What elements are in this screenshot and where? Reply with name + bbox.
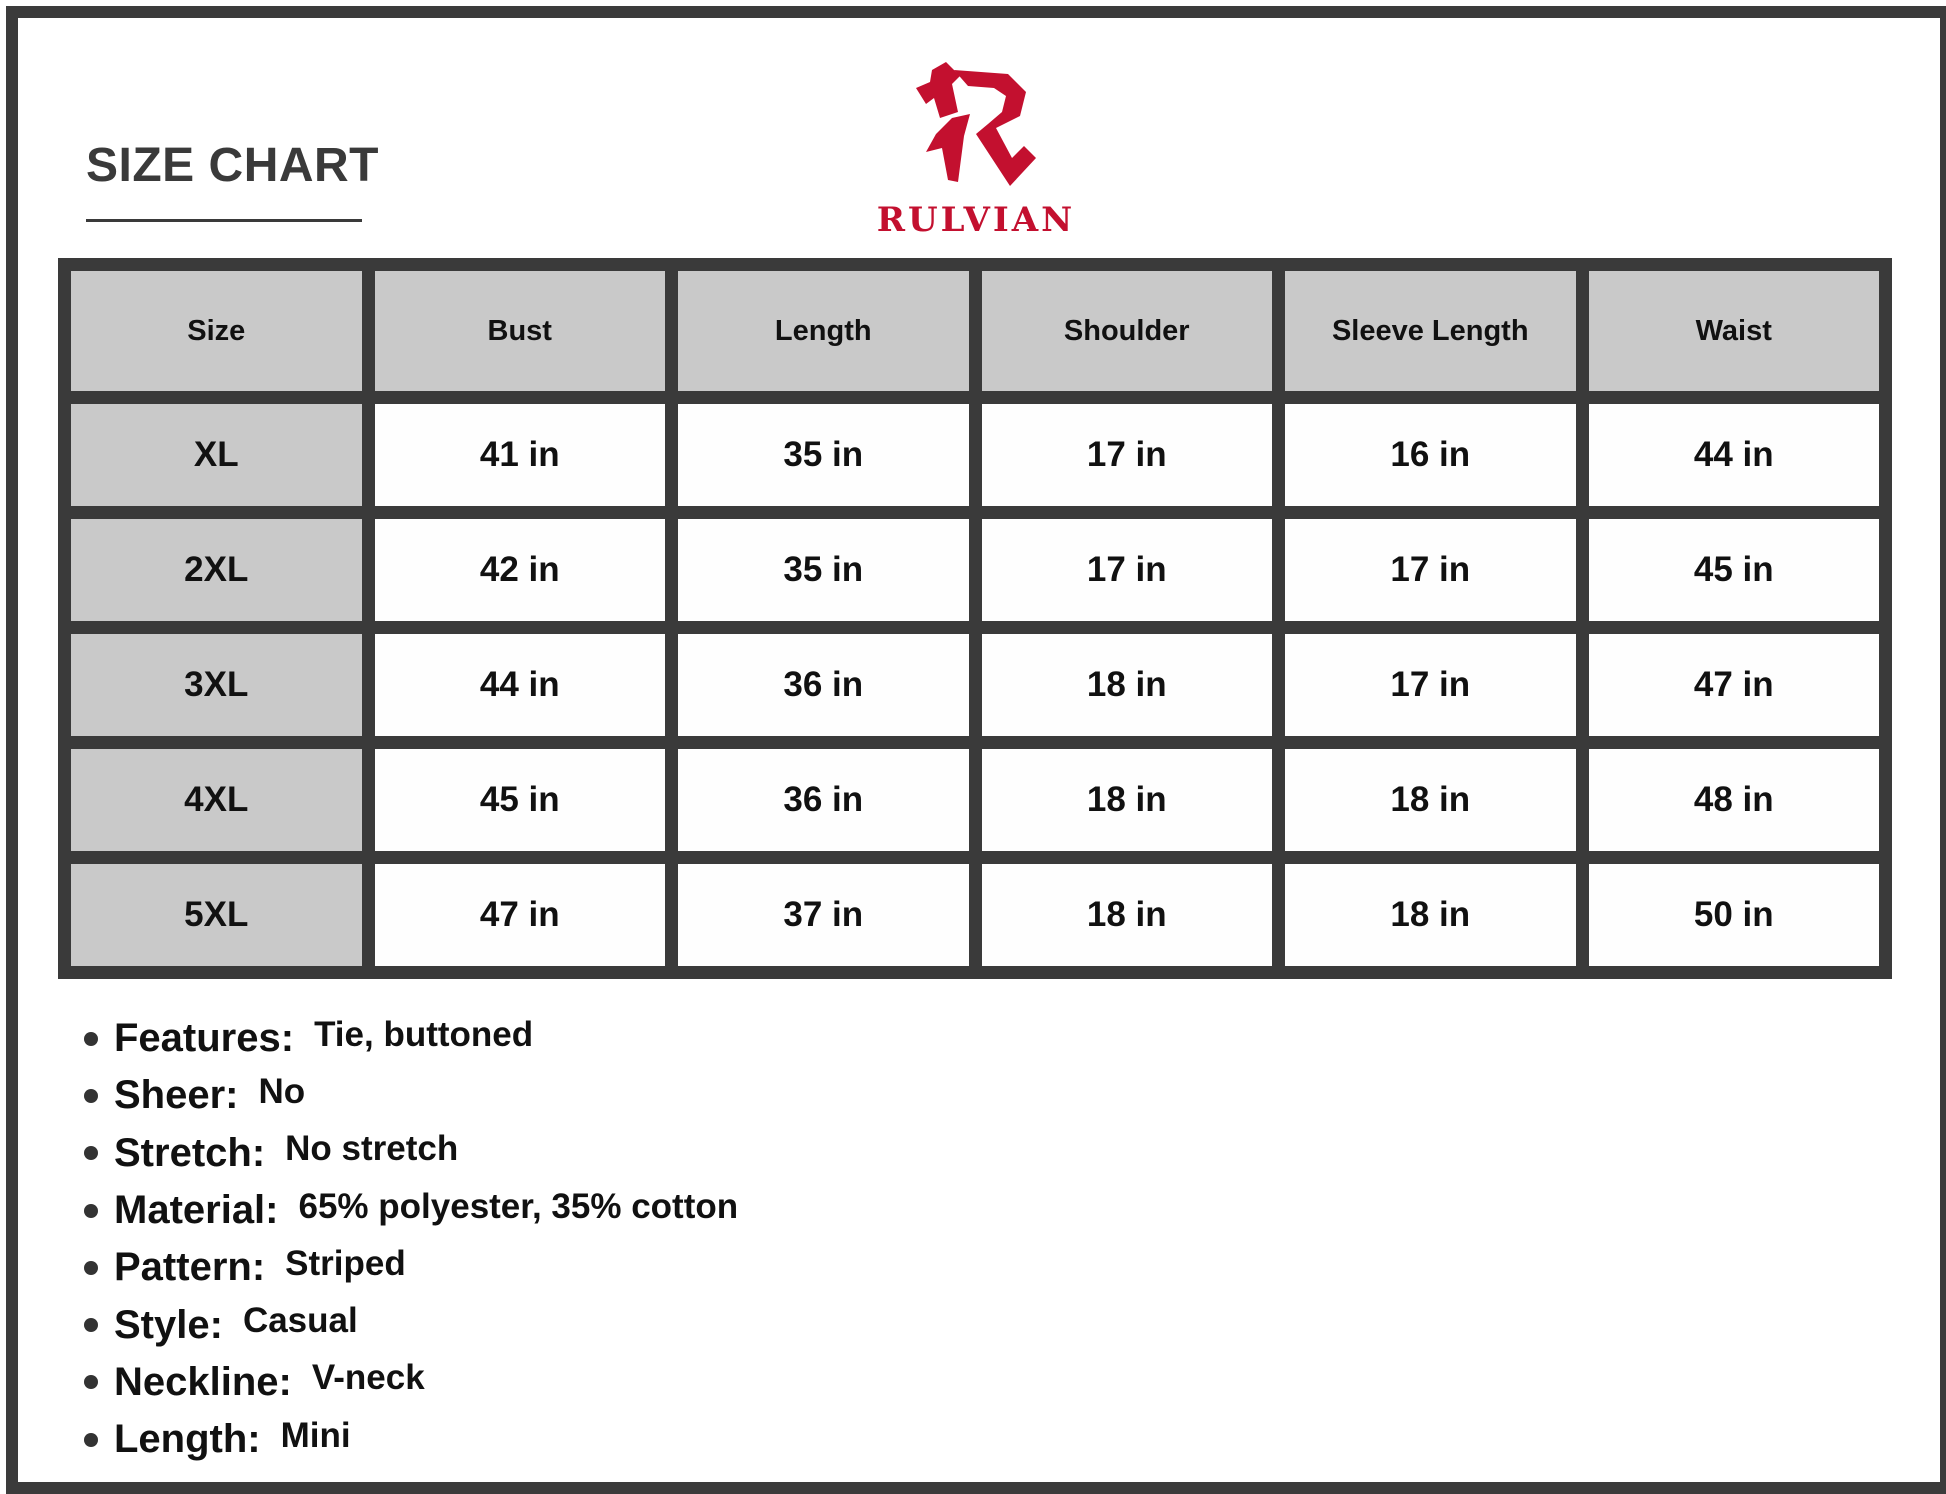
spec-item-neckline [84, 1354, 738, 1411]
spec-item-pattern [84, 1239, 738, 1296]
spec-label: Material: [114, 1188, 279, 1233]
spec-label: Neckline: [114, 1359, 292, 1404]
spec-label: Pattern: [114, 1245, 266, 1290]
bullet-icon [84, 1032, 98, 1046]
bullet-icon [84, 1261, 98, 1275]
length-cell: 35 in [678, 404, 969, 506]
column-header-shoulder: Shoulder [982, 271, 1273, 391]
table-row [71, 519, 1879, 621]
bust-cell: 41 in [375, 404, 666, 506]
spec-value: No [258, 1071, 306, 1111]
spec-label: Stretch: [114, 1130, 266, 1175]
bust-cell: 44 in [375, 634, 666, 736]
spec-label: Features: [114, 1016, 295, 1061]
size-cell: 2XL [71, 519, 362, 621]
size-cell: 5XL [71, 864, 362, 966]
spec-value: Casual [242, 1301, 358, 1341]
table-row [71, 864, 1879, 966]
brand-logo-mark-icon [912, 62, 1040, 192]
spec-value: Striped [285, 1243, 406, 1283]
bullet-icon [84, 1318, 98, 1332]
waist-cell: 44 in [1589, 404, 1880, 506]
table-row [71, 634, 1879, 736]
spec-value: No stretch [285, 1129, 459, 1169]
shoulder-cell: 18 in [982, 749, 1273, 851]
length-cell: 35 in [678, 519, 969, 621]
bust-cell: 47 in [375, 864, 666, 966]
bust-cell: 45 in [375, 749, 666, 851]
bust-cell: 42 in [375, 519, 666, 621]
spec-value: V-neck [311, 1358, 425, 1398]
shoulder-cell: 18 in [982, 634, 1273, 736]
column-header-waist: Waist [1589, 271, 1880, 391]
waist-cell: 50 in [1589, 864, 1880, 966]
spec-item-style [84, 1296, 738, 1353]
size-table [58, 258, 1892, 979]
product-spec-list [84, 1010, 738, 1468]
table-row [71, 404, 1879, 506]
spec-item-material [84, 1182, 738, 1239]
table-header-row [71, 271, 1879, 391]
shoulder-cell: 18 in [982, 864, 1273, 966]
sleeve-length-cell: 17 in [1285, 634, 1576, 736]
brand-logo [862, 62, 1090, 242]
bullet-icon [84, 1204, 98, 1218]
waist-cell: 45 in [1589, 519, 1880, 621]
column-header-sleeve-length: Sleeve Length [1285, 271, 1576, 391]
spec-value: Tie, buttoned [314, 1014, 534, 1054]
bullet-icon [84, 1146, 98, 1160]
length-cell: 37 in [678, 864, 969, 966]
sleeve-length-cell: 17 in [1285, 519, 1576, 621]
length-cell: 36 in [678, 634, 969, 736]
column-header-bust: Bust [375, 271, 666, 391]
spec-value: Mini [280, 1415, 351, 1455]
table-row [71, 749, 1879, 851]
shoulder-cell: 17 in [982, 519, 1273, 621]
spec-item-features [84, 1010, 738, 1067]
shoulder-cell: 17 in [982, 404, 1273, 506]
waist-cell: 48 in [1589, 749, 1880, 851]
spec-value: 65% polyester, 35% cotton [298, 1186, 739, 1226]
bullet-icon [84, 1375, 98, 1389]
bullet-icon [84, 1089, 98, 1103]
brand-wordmark: RULVIAN [876, 200, 1076, 240]
waist-cell: 47 in [1589, 634, 1880, 736]
spec-item-stretch [84, 1125, 738, 1182]
spec-label: Sheer: [114, 1073, 239, 1118]
column-header-length: Length [678, 271, 969, 391]
spec-item-length [84, 1411, 738, 1468]
page-title: SIZE CHART [86, 139, 379, 192]
sleeve-length-cell: 18 in [1285, 749, 1576, 851]
spec-item-sheer [84, 1067, 738, 1124]
size-cell: 4XL [71, 749, 362, 851]
sleeve-length-cell: 18 in [1285, 864, 1576, 966]
length-cell: 36 in [678, 749, 969, 851]
spec-label: Style: [114, 1302, 223, 1347]
title-underline [86, 219, 362, 222]
size-cell: 3XL [71, 634, 362, 736]
column-header-size: Size [71, 271, 362, 391]
spec-label: Length: [114, 1417, 261, 1462]
bullet-icon [84, 1433, 98, 1447]
size-cell: XL [71, 404, 362, 506]
sleeve-length-cell: 16 in [1285, 404, 1576, 506]
